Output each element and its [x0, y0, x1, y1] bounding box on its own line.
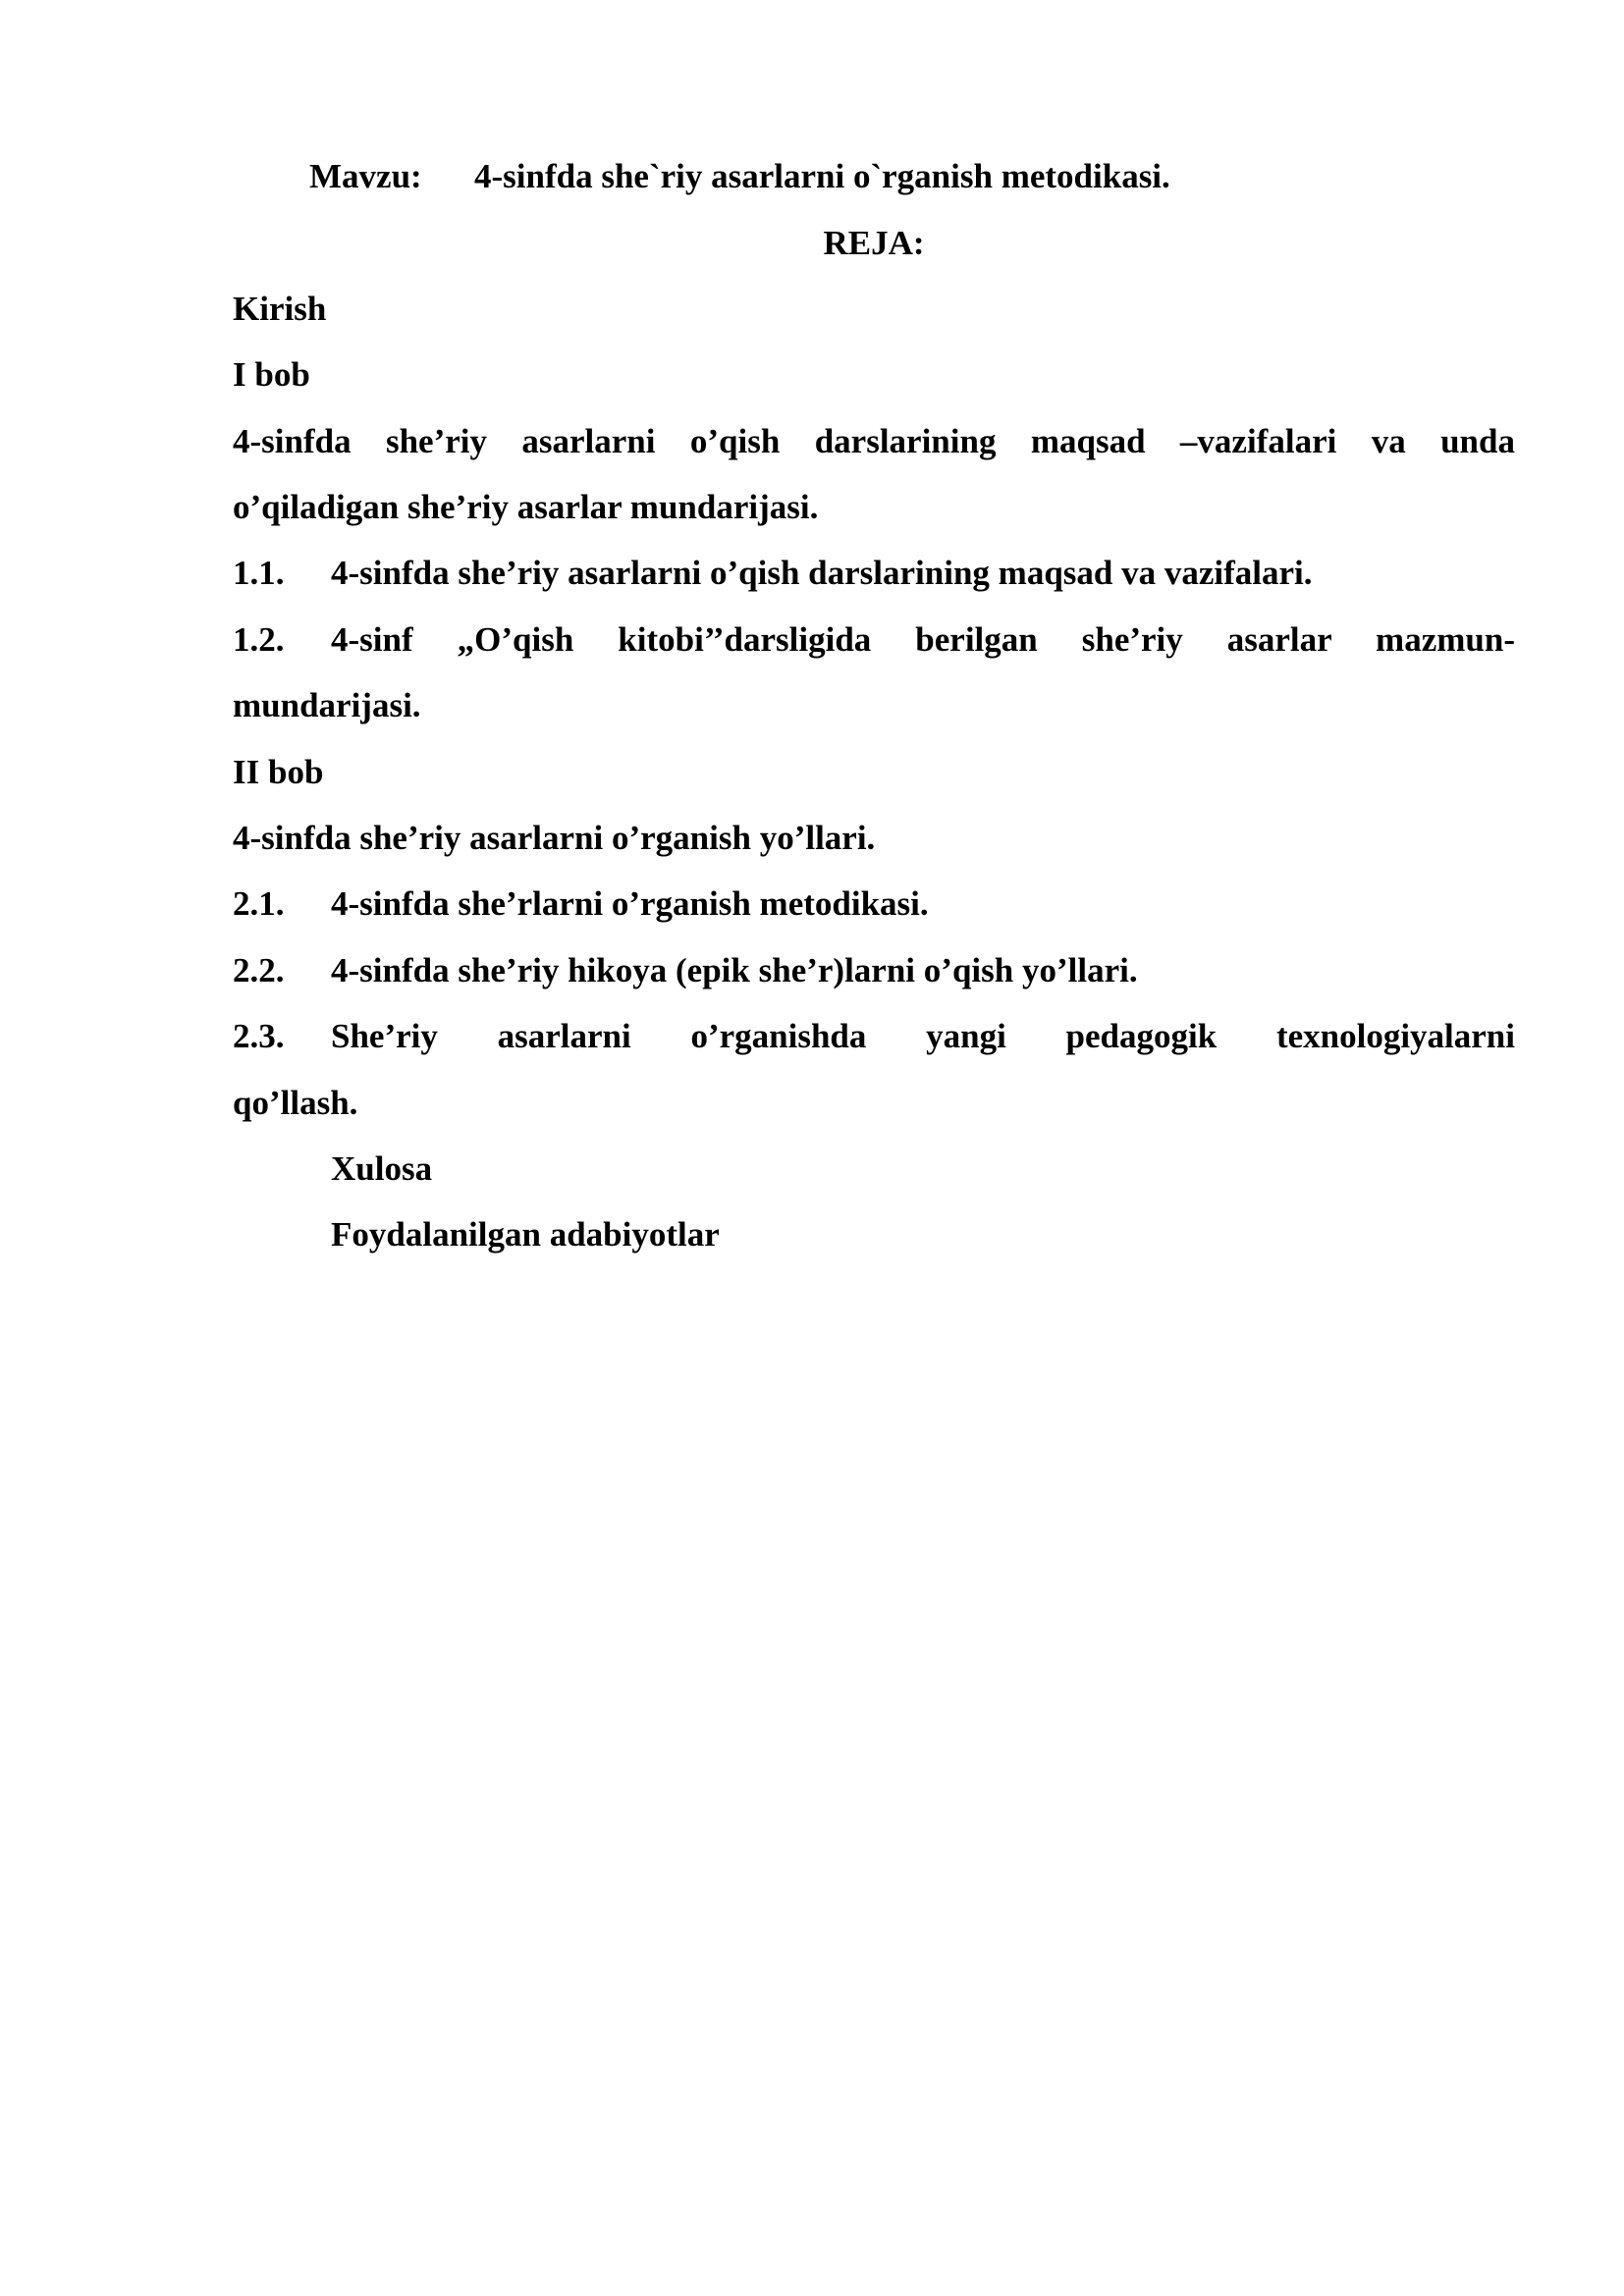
section-text: She’riy asarlarni o’rganishda yangi pedagogik texnologiyalarni [331, 1017, 1515, 1055]
plan-heading: REJA: [823, 224, 925, 262]
section-1-1 [233, 554, 1515, 593]
chapter1-label: I bob [233, 355, 310, 394]
chapter1-title-line2: o’qiladigan she’riy asarlar mundarijasi. [233, 488, 819, 526]
section-number: 2.3. [233, 1017, 285, 1055]
chapter1-title-line1: 4-sinfda she’riy asarlarni o’qish darslarining maqsad –vazifalari va unda [233, 422, 1515, 460]
section-number: 1.2. [233, 620, 285, 659]
section-1-2 [233, 620, 1515, 660]
section-number: 2.2. [233, 951, 285, 989]
section-2-1 [233, 884, 1515, 924]
section-text: 4-sinfda she’riy hikoya (epik she’r)larni o’qish yo’llari. [331, 951, 1138, 989]
section-text: 4-sinfda she’rlarni o’rganish metodikasi. [331, 884, 929, 923]
section-number: 2.1. [233, 884, 285, 923]
intro-item: Kirish [233, 290, 327, 328]
section-2-3 [233, 1017, 1515, 1056]
section-number: 1.1. [233, 554, 285, 592]
chapter2-label: II bob [233, 753, 324, 791]
chapter2-title: 4-sinfda she’riy asarlarni o’rganish yo’llari. [233, 819, 876, 857]
topic-label: Mavzu: [309, 157, 422, 195]
section-2-3-continuation: qo’llash. [233, 1084, 358, 1122]
topic-title [309, 157, 1170, 196]
references-item: Foydalanilgan adabiyotlar [331, 1215, 720, 1254]
section-text: 4-sinf „O’qish kitobi’’darsligida berilgan she’riy asarlar mazmun- [331, 620, 1515, 659]
section-1-2-continuation: mundarijasi. [233, 686, 421, 724]
topic-text: 4-sinfda she`riy asarlarni o`rganish metodikasi. [474, 157, 1170, 195]
section-text: 4-sinfda she’riy asarlarni o’qish darslarining maqsad va vazifalari. [331, 554, 1313, 592]
conclusion-item: Xulosa [331, 1149, 433, 1188]
section-2-2 [233, 951, 1515, 990]
